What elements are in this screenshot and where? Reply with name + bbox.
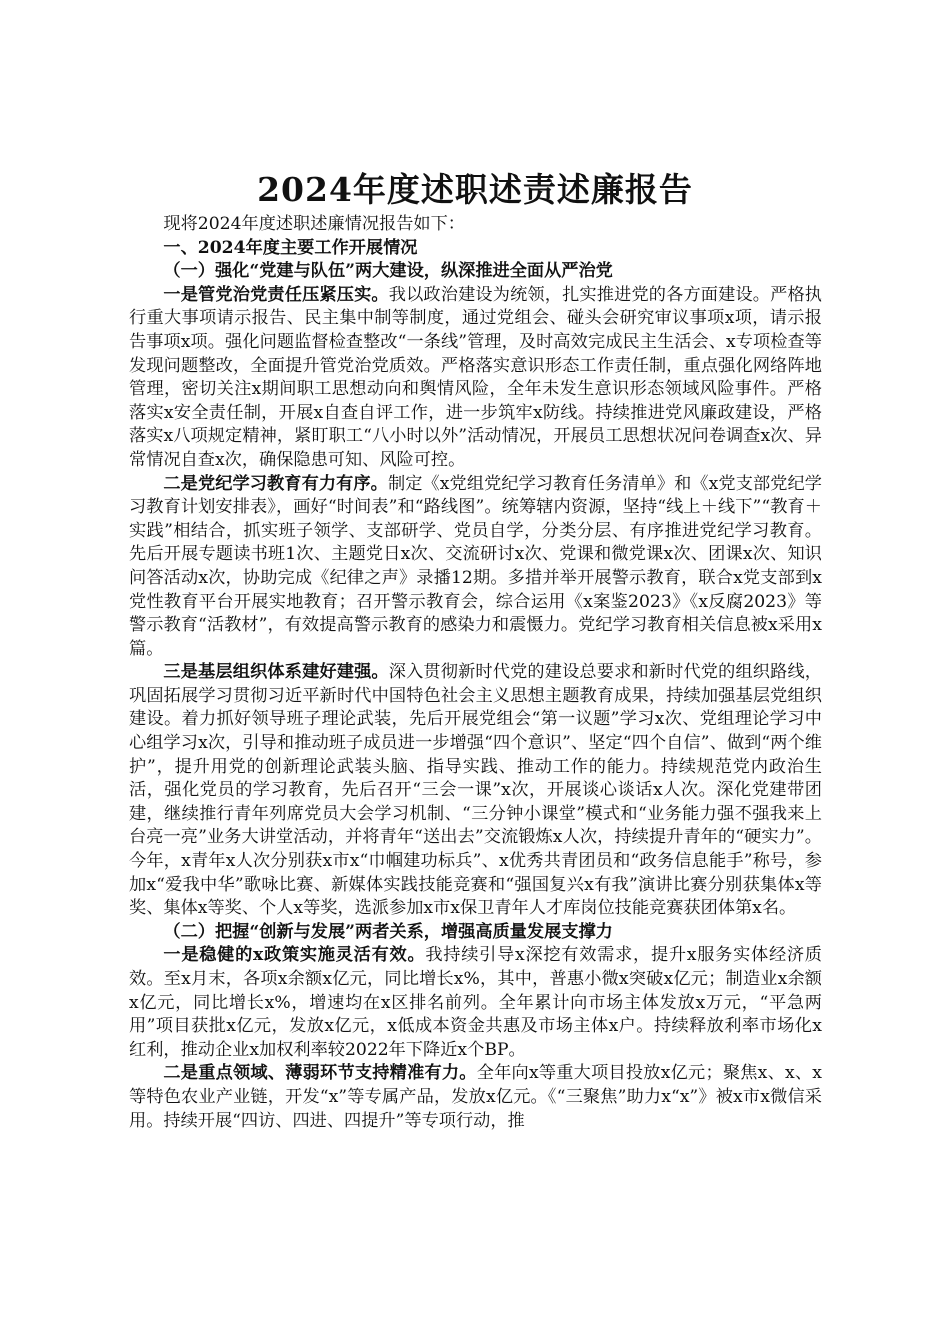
paragraph-lead: 二是重点领域、薄弱环节支持精准有力。: [163, 1063, 477, 1084]
paragraph-text: 全年向x等重大项目投放x亿元；聚焦x、x、x等特色农业产业链，开发“x”等专属产品，发放x亿元。《“三聚焦”助力x“x”》被x市x微信采用。持续开展“四访、四进、四提升”等专项行动，推: [129, 1063, 822, 1131]
subsection-heading: （二）把握“创新与发展”两者关系，增强高质量发展支撑力: [163, 921, 613, 942]
paragraph-text: 深入贯彻新时代党的建设总要求和新时代党的组织路线，巩固拓展学习贯彻习近平新时代中国特色社会主义思想主题教育成果，持续加强基层党组织建设。着力抓好领导班子理论武装，先后开展党组会“第一议题”学习x次、党组理论学习中心组学习x次，引导和推动班子成员进一步增强“四个意识”、坚定“四个自信”、做到“两个维护”，提升用党的创新理论武装头脑、指导实践、推动工作的能力。持续规范党内政治生活，强化党员的学习教育，先后召开“三会一课”x次，开展谈心谈话x人次。深化党建带团建，继续推行青年列席党员大会学习机制、“三分钟小课堂”模式和“业务能力强不强我来上台亮一亮”业务大讲堂活动，并将青年“送出去”交流锻炼x人次，持续提升青年的“硬实力”。今年，x青年x人次分别获x市x“巾帼建功标兵”、x优秀共青团员和“政务信息能手”称号，参加x“爱我中华”歌咏比赛、新媒体实践技能竞赛和“强国复兴x有我”演讲比赛分别获集体x等奖、集体x等奖、个人x等奖，选派参加x市x保卫青年人才库岗位技能竞赛获团体第x名。: [129, 662, 822, 919]
paragraph-text: 制定《x党组党纪学习教育任务清单》和《x党支部党纪学习教育计划安排表》，画好“时间表”和“路线图”。统筹辖内资源，坚持“线上＋线下”“教育＋实践”相结合，抓实班子领学、支部研学、党员自学，分类分层、有序推进党纪学习教育。先后开展专题读书班1次、主题党日x次、交流研讨x次、党课和微党课x次、团课x次、知识问答活动x次，协助完成《纪律之声》录播12期。多措并举开展警示教育，联合x党支部到x党性教育平台开展实地教育；召开警示教育会，综合运用《x案鉴2023》《x反腐2023》等警示教育“活教材”，有效提高警示教育的感染力和震慑力。党纪学习教育相关信息被x采用x篇。: [129, 473, 822, 659]
document-body: [129, 213, 822, 1133]
paragraph-text: 我以政治建设为统领，扎实推进党的各方面建设。严格执行重大事项请示报告、民主集中制等制度，通过党组会、碰头会研究审议事项x项，请示报告事项x项。强化问题监督检查整改“一条线”管理，及时高效完成民主生活会、x专项检查等发现问题整改，全面提升管党治党质效。严格落实意识形态工作责任制，重点强化网络阵地管理，密切关注x期间职工思想动向和舆情风险，全年未发生意识形态领域风险事件。严格落实x安全责任制，开展x自查自评工作，进一步筑牢x防线。持续推进党风廉政建设，严格落实x八项规定精神，紧盯职工“八小时以外”活动情况，开展员工思想状况问卷调查x次、异常情况自查x次，确保隐患可知、风险可控。: [129, 284, 822, 470]
paragraph-lead: 一是稳健的x政策实施灵活有效。: [163, 945, 426, 966]
paragraph-text: 我持续引导x深挖有效需求，提升x服务实体经济质效。至x月末，各项x余额x亿元，同比增长x%，其中，普惠小微x突破x亿元；制造业x余额x亿元，同比增长x%，增速均在x区排名前列。全年累计向市场主体发放x万元，“平急两用”项目获批x亿元，发放x亿元，x低成本资金共惠及市场主体x户。持续释放利率市场化x红利，推动企业x加权利率较2022年下降近x个BP。: [129, 945, 822, 1060]
section-heading: 一、2024年度主要工作开展情况: [163, 237, 418, 258]
paragraph: [129, 661, 822, 921]
paragraph-lead: 二是党纪学习教育有力有序。: [163, 473, 388, 494]
intro-paragraph: 现将2024年度述职述廉情况报告如下：: [163, 214, 465, 234]
paragraph: [129, 284, 822, 473]
paragraph-lead: 三是基层组织体系建好建强。: [163, 662, 389, 683]
document-title: 2024年度述职述责述廉报告: [257, 170, 693, 209]
paragraph: [129, 944, 822, 1062]
subsection-heading: （一）强化“党建与队伍”两大建设，纵深推进全面从严治党: [163, 261, 613, 282]
paragraph: [129, 1062, 822, 1133]
paragraph: [129, 473, 822, 662]
paragraph-lead: 一是管党治党责任压紧压实。: [163, 284, 389, 305]
